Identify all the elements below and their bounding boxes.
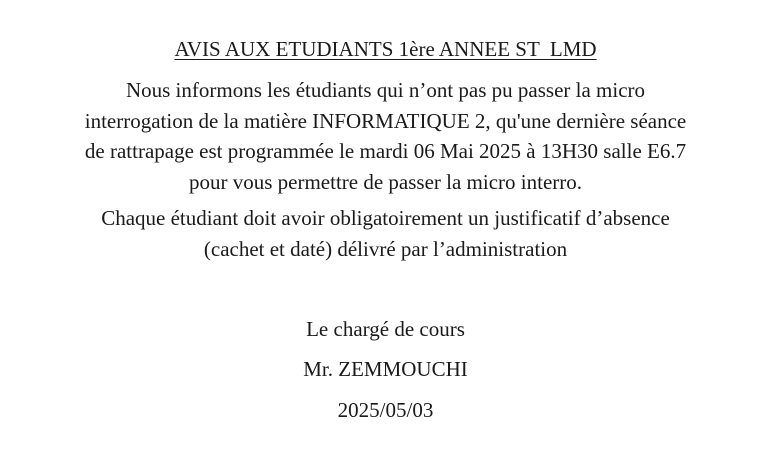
notice-paragraph-2 <box>20 203 751 265</box>
paragraph-2-line: Chaque étudiant doit avoir obligatoirement un justificatif d’absence <box>101 206 670 230</box>
paragraph-2-line: (cachet et daté) délivré par l’administration <box>203 237 568 261</box>
signature-date: 2025/05/03 <box>337 398 434 422</box>
paragraph-1-line: de rattrapage est programmée le mardi 06 Mai 2025 à 13H30 salle E6.7 <box>84 139 687 163</box>
signature-role: Le chargé de cours <box>306 317 465 341</box>
paragraph-1-line: pour vous permettre de passer la micro interro. <box>188 169 583 194</box>
notice-title <box>0 36 771 62</box>
notice-title-text: AVIS AUX ETUDIANTS 1ère ANNEE ST LMD <box>174 37 597 61</box>
paragraph-1-line: Nous informons les étudiants qui n’ont pas pu passer la micro <box>125 78 646 102</box>
paragraph-1-line: interrogation de la matière INFORMATIQUE 2, qu'une dernière séance <box>84 108 687 133</box>
notice-paragraph-1 <box>20 75 751 197</box>
signature-name: Mr. ZEMMOUCHI <box>303 357 468 381</box>
